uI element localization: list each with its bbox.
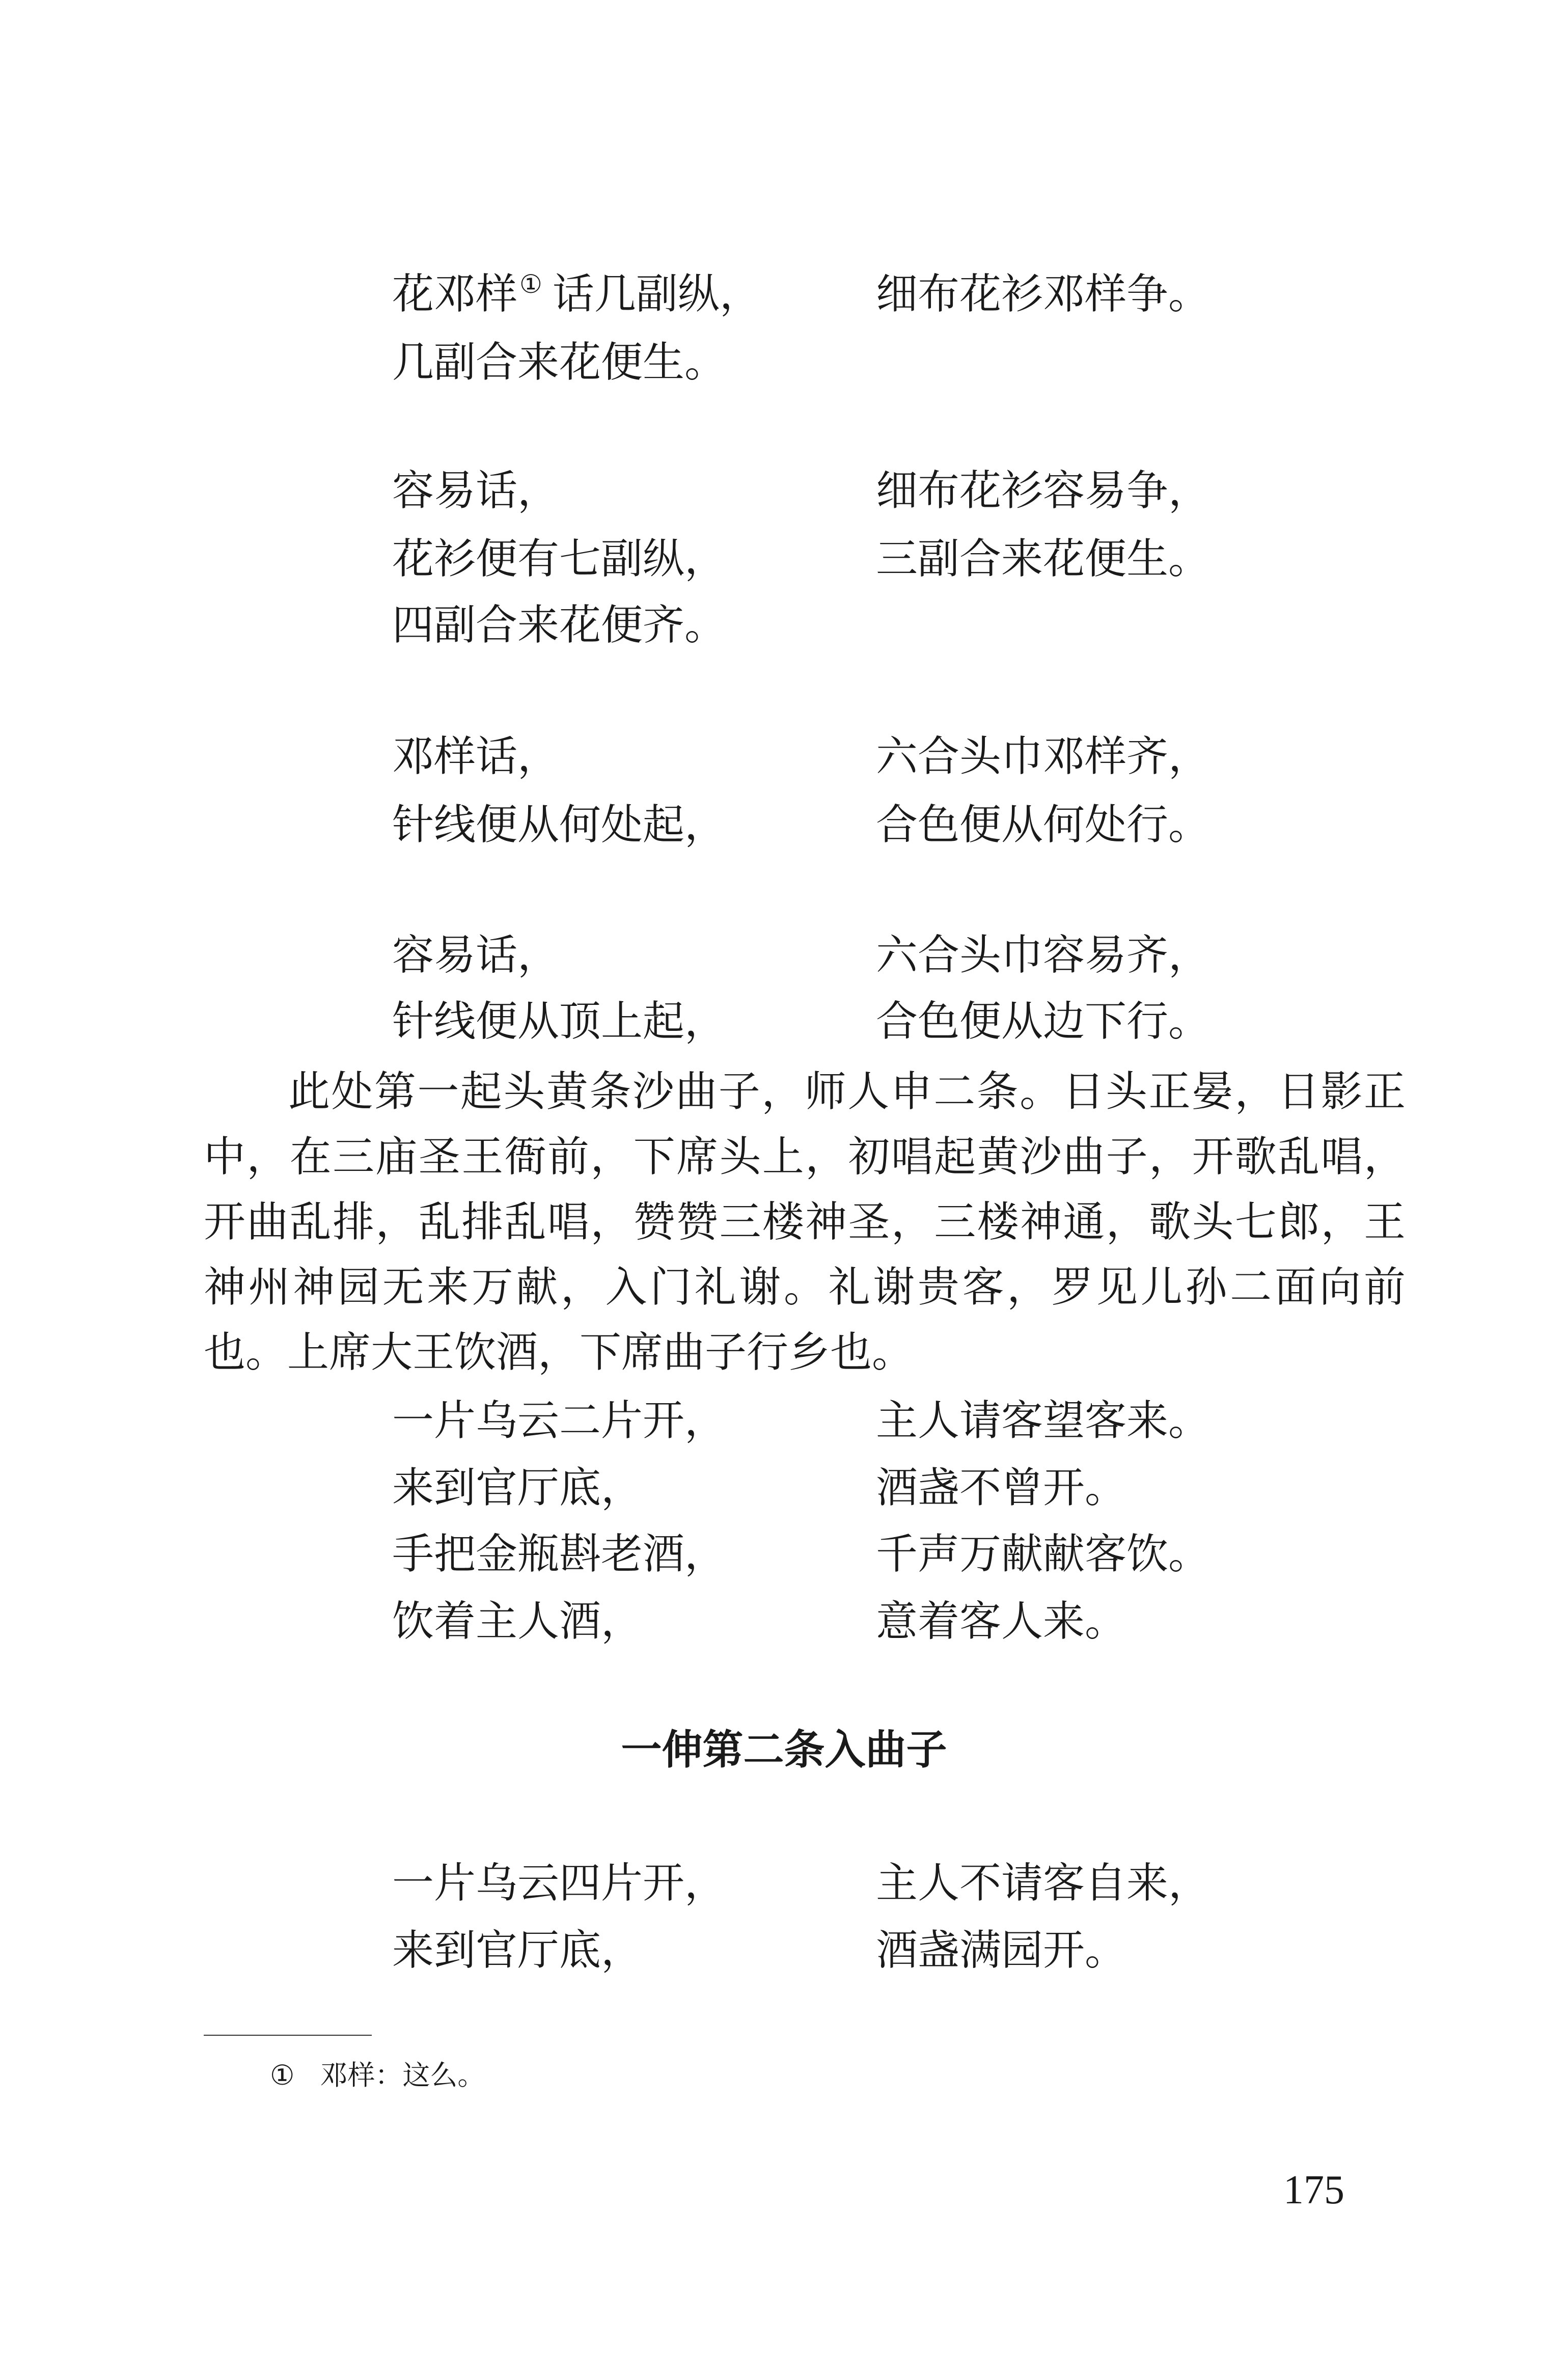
verse-line: 细布花衫邓样争。 bbox=[876, 270, 1211, 318]
verse-line: 手把金瓶斟老酒， bbox=[392, 1530, 727, 1578]
verse-text: 话几副纵， bbox=[552, 270, 761, 318]
verse-line: 花衫便有七副纵， bbox=[392, 535, 727, 583]
verse-line: 几副合来花便生。 bbox=[392, 338, 727, 387]
footnote-mark: ① bbox=[270, 2059, 295, 2091]
footnote-divider bbox=[204, 2035, 372, 2036]
verse-line: 酒盏满园开。 bbox=[876, 1926, 1127, 1975]
verse-text: 花邓样 bbox=[392, 270, 518, 318]
footnote-text: 邓样：这么。 bbox=[320, 2059, 485, 2091]
footnote-reference[interactable]: ① bbox=[519, 269, 542, 299]
section-heading: 一伸第二条入曲子 bbox=[621, 1726, 947, 1773]
verse-line: 六合头巾容易齐， bbox=[876, 931, 1211, 979]
verse-line: 意着客人来。 bbox=[876, 1597, 1127, 1646]
verse-line: 主人请客望客来。 bbox=[876, 1397, 1211, 1445]
verse-line: 四副合来花便齐。 bbox=[392, 601, 727, 649]
verse-line: 来到官厅底， bbox=[392, 1464, 643, 1512]
verse-line: 邓样话， bbox=[392, 732, 560, 781]
footnote bbox=[270, 2058, 485, 2093]
verse-line: 来到官厅底， bbox=[392, 1926, 643, 1975]
verse-line: 针线便从顶上起， bbox=[392, 997, 727, 1046]
verse-line: 主人不请客自来， bbox=[876, 1859, 1211, 1907]
verse-line: 合色便从何处行。 bbox=[876, 801, 1211, 849]
verse-line: 容易话， bbox=[392, 467, 560, 515]
page-number: 175 bbox=[1283, 2168, 1344, 2212]
verse-line bbox=[392, 269, 761, 325]
verse-line: 容易话， bbox=[392, 931, 560, 979]
verse-line: 针线便从何处起， bbox=[392, 801, 727, 849]
verse-line: 饮着主人酒， bbox=[392, 1597, 643, 1646]
verse-line: 千声万献献客饮。 bbox=[876, 1530, 1211, 1578]
verse-line: 一片乌云二片开， bbox=[392, 1397, 727, 1445]
verse-line: 酒盏不曾开。 bbox=[876, 1464, 1127, 1512]
verse-line: 细布花衫容易争， bbox=[876, 467, 1211, 515]
verse-line: 合色便从边下行。 bbox=[876, 997, 1211, 1046]
verse-line: 六合头巾邓样齐， bbox=[876, 732, 1211, 781]
verse-line: 一片乌云四片开， bbox=[392, 1859, 727, 1907]
prose-paragraph: 此处第一起头黄条沙曲子，师人申二条。日头正晏，日影正中，在三庙圣王衙前，下席头上，初唱起黄沙曲子，开歌乱唱，开曲乱排，乱排乱唱，赞赞三楼神圣，三楼神通，歌头七郎，王神州神园无来万献，入门礼谢。礼谢贵客，罗见儿孙二面向前也。上席大王饮酒，下席曲子行乡也。 bbox=[204, 1068, 1406, 1377]
verse-line: 三副合来花便生。 bbox=[876, 535, 1211, 583]
